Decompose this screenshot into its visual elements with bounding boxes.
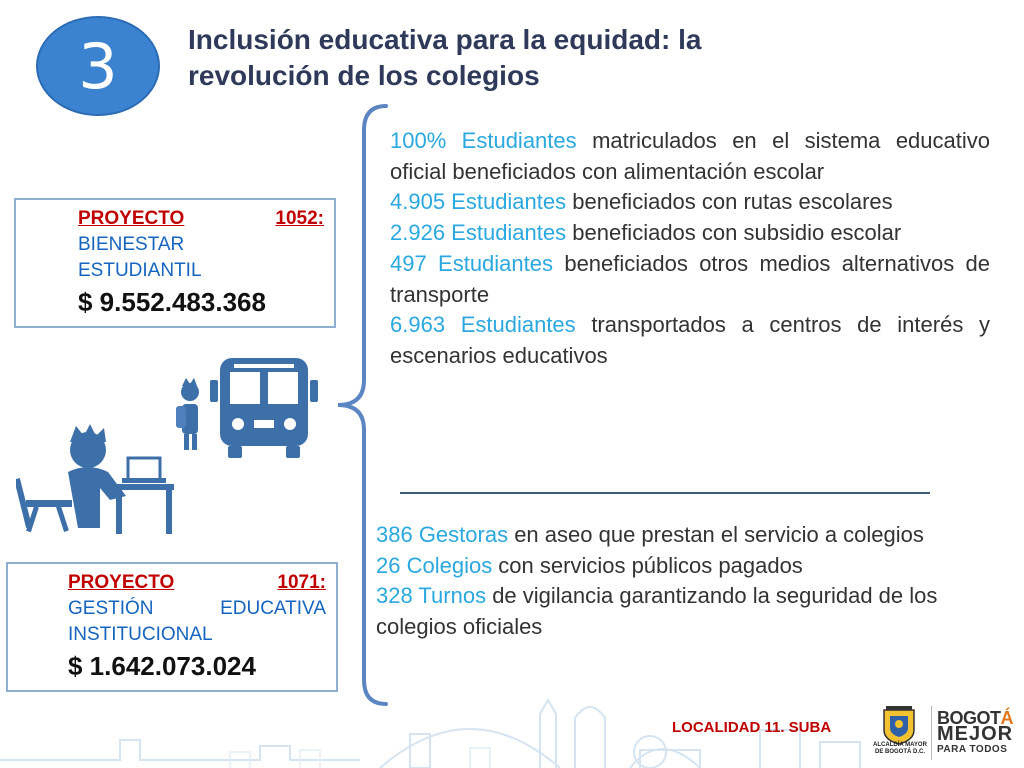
project-1071-label: PROYECTO [68,572,175,593]
list-item [376,520,986,551]
list-item [390,187,990,218]
project-1071-name-word-2: EDUCATIVA [220,598,326,619]
section-divider [400,492,930,494]
project-1052-number: 1052: [275,208,324,229]
bogota-mejor-para-todos-logo [937,710,1023,758]
title-line-1: Inclusión educativa para la equidad: la [188,24,702,55]
project-1052-box [14,198,336,328]
list-item-text: matriculados en el sistema educativo oficial beneficiados con alimentación escolar [390,128,990,184]
list-item [390,249,990,310]
list-item-highlight: 497 Estudiantes [390,250,553,276]
alcaldia-label [868,742,932,756]
list-item-highlight: 2.926 Estudiantes [390,220,567,246]
page-title [188,22,868,94]
alcaldia-label-line-2: DE BOGOTÁ D.C. [874,749,925,755]
list-item [390,218,990,249]
title-line-2: revolución de los colegios [188,60,540,91]
services-list [376,520,986,642]
list-item-highlight: 26 Colegios [376,552,493,578]
project-1071-number: 1071: [277,572,326,593]
list-item-text: con servicios públicos pagados [492,552,803,578]
list-item-text: de vigilancia garantizando la seguridad de los colegios oficiales [376,583,938,639]
section-number: 3 [78,29,118,103]
project-1052-name-line-1: BIENESTAR [78,234,185,255]
student-backpack-icon [176,378,199,450]
list-item-highlight: 6.963 Estudiantes [390,312,576,338]
list-item-highlight: 4.905 Estudiantes [390,189,567,215]
list-item-text: en aseo que prestan el servicio a colegios [508,522,924,547]
project-1071-name-line-1 [68,596,326,622]
list-item-text: transportados a centros de interés y escenarios educativos [390,312,990,368]
section-number-badge [36,16,160,116]
list-item-text: beneficiados con rutas escolares [566,189,893,215]
project-1052-label: PROYECTO [78,208,185,229]
project-1071-name-word-1: GESTIÓN [68,598,154,619]
list-item [390,310,990,371]
city-skyline-background [0,690,1024,768]
list-item-highlight: 386 Gestoras [376,522,509,547]
student-desk-laptop-icon [16,424,174,534]
benefits-list [390,126,990,372]
list-item-text: beneficiados otros medios alternativos de transporte [390,250,990,307]
locality-label: LOCALIDAD 11. SUBA [672,719,832,736]
list-item-text: beneficiados con subsidio escolar [566,220,902,246]
list-item [376,551,986,582]
brand-line-2: MEJOR [937,723,1014,745]
project-1071-heading [68,570,326,596]
brand-bogot: BOGOT [937,708,1001,728]
project-1052-name-line-2: ESTUDIANTIL [78,260,202,281]
project-1052-amount: $ 9.552.483.368 [78,287,266,317]
alcaldia-label-line-1: ALCALDÍA MAYOR [873,742,927,748]
students-transport-illustration [16,350,336,540]
list-item [376,581,986,642]
list-item-highlight: 100% Estudiantes [390,128,577,153]
list-item-highlight: 328 Turnos [376,583,487,608]
brand-accent-a: Á [1000,708,1013,728]
project-1071-box [6,562,338,692]
logo-separator [931,706,932,760]
brand-line-3: PARA TODOS [937,744,1008,755]
project-1052-heading [78,206,324,232]
project-1071-name-line-2: INSTITUCIONAL [68,624,213,645]
project-1071-amount: $ 1.642.073.024 [68,651,256,681]
school-bus-icon [210,358,318,458]
list-item [390,126,990,187]
